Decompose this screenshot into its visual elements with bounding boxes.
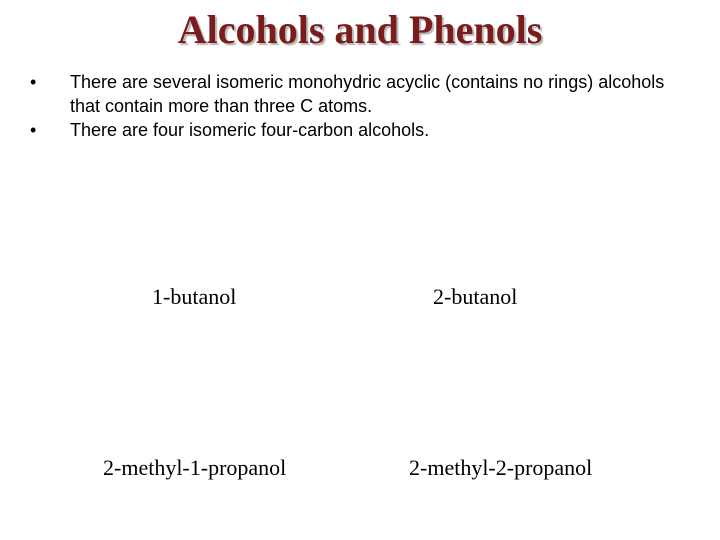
label-2-butanol: 2-butanol (433, 284, 518, 309)
label-2-methyl-1-propanol: 2-methyl-1-propanol (103, 455, 287, 480)
bullet-text: There are several isomeric monohydric acyclic (contains no rings) alcohols that contain more than three C atoms. (70, 72, 665, 116)
label-2-methyl-2-propanol: 2-methyl-2-propanol (409, 455, 593, 480)
bullet-glyph: • (30, 72, 37, 92)
bullet-text: There are four isomeric four-carbon alcohols. (70, 120, 430, 140)
bullet-item (30, 118, 690, 142)
bullet-glyph: • (30, 120, 37, 140)
bullet-list (30, 70, 690, 142)
slide-title: Alcohols and Phenols (177, 7, 543, 52)
label-1-butanol: 1-butanol (152, 284, 237, 309)
bullet-item (30, 70, 690, 118)
